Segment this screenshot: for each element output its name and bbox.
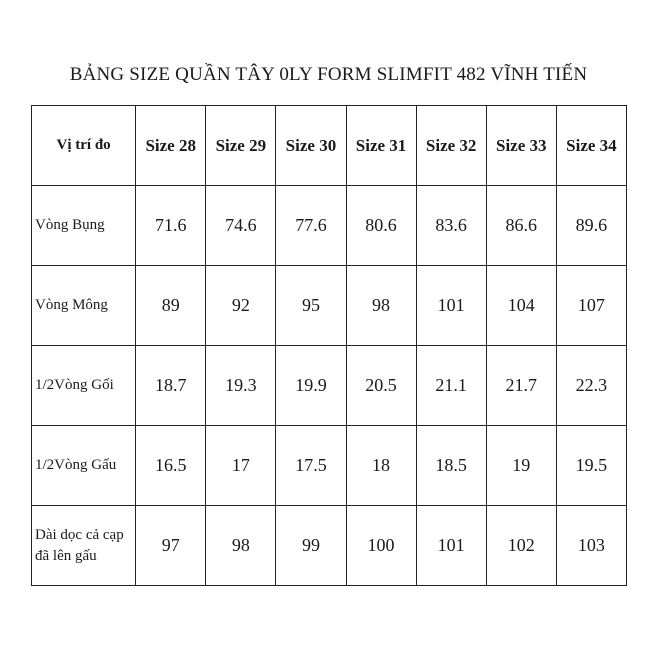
size-header-cell: Size 30: [276, 106, 346, 186]
corner-header-cell: Vị trí đo: [32, 106, 136, 186]
size-header-cell: Size 33: [486, 106, 556, 186]
row-label-cell: Dài dọc cả cạp đã lên gấu: [32, 506, 136, 586]
row-label-cell: 1/2Vòng Gấu: [32, 426, 136, 506]
value-cell: 19.5: [556, 426, 626, 506]
size-chart-table: [31, 105, 627, 586]
value-cell: 102: [486, 506, 556, 586]
row-label-cell: Vòng Mông: [32, 266, 136, 346]
size-header-cell: Size 31: [346, 106, 416, 186]
value-cell: 18: [346, 426, 416, 506]
value-cell: 89: [136, 266, 206, 346]
size-header-cell: Size 34: [556, 106, 626, 186]
value-cell: 100: [346, 506, 416, 586]
value-cell: 18.5: [416, 426, 486, 506]
value-cell: 22.3: [556, 346, 626, 426]
value-cell: 104: [486, 266, 556, 346]
value-cell: 97: [136, 506, 206, 586]
row-label-cell: Vòng Bụng: [32, 186, 136, 266]
size-header-cell: Size 29: [206, 106, 276, 186]
value-cell: 17: [206, 426, 276, 506]
table-row: [32, 346, 627, 426]
value-cell: 20.5: [346, 346, 416, 426]
value-cell: 103: [556, 506, 626, 586]
value-cell: 95: [276, 266, 346, 346]
value-cell: 83.6: [416, 186, 486, 266]
value-cell: 89.6: [556, 186, 626, 266]
value-cell: 98: [206, 506, 276, 586]
value-cell: 19.3: [206, 346, 276, 426]
size-header-cell: Size 28: [136, 106, 206, 186]
value-cell: 77.6: [276, 186, 346, 266]
value-cell: 71.6: [136, 186, 206, 266]
value-cell: 101: [416, 266, 486, 346]
page-title: BẢNG SIZE QUẦN TÂY 0LY FORM SLIMFIT 482 VĨNH TIẾN: [69, 64, 588, 85]
value-cell: 21.7: [486, 346, 556, 426]
value-cell: 17.5: [276, 426, 346, 506]
value-cell: 74.6: [206, 186, 276, 266]
value-cell: 107: [556, 266, 626, 346]
table-row: [32, 506, 627, 586]
header-row: [32, 106, 627, 186]
value-cell: 86.6: [486, 186, 556, 266]
table-row: [32, 266, 627, 346]
value-cell: 101: [416, 506, 486, 586]
table-row: [32, 186, 627, 266]
row-label-cell: 1/2Vòng Gối: [32, 346, 136, 426]
value-cell: 98: [346, 266, 416, 346]
value-cell: 92: [206, 266, 276, 346]
size-header-cell: Size 32: [416, 106, 486, 186]
table-row: [32, 426, 627, 506]
value-cell: 80.6: [346, 186, 416, 266]
value-cell: 16.5: [136, 426, 206, 506]
value-cell: 21.1: [416, 346, 486, 426]
value-cell: 19: [486, 426, 556, 506]
value-cell: 99: [276, 506, 346, 586]
value-cell: 18.7: [136, 346, 206, 426]
value-cell: 19.9: [276, 346, 346, 426]
